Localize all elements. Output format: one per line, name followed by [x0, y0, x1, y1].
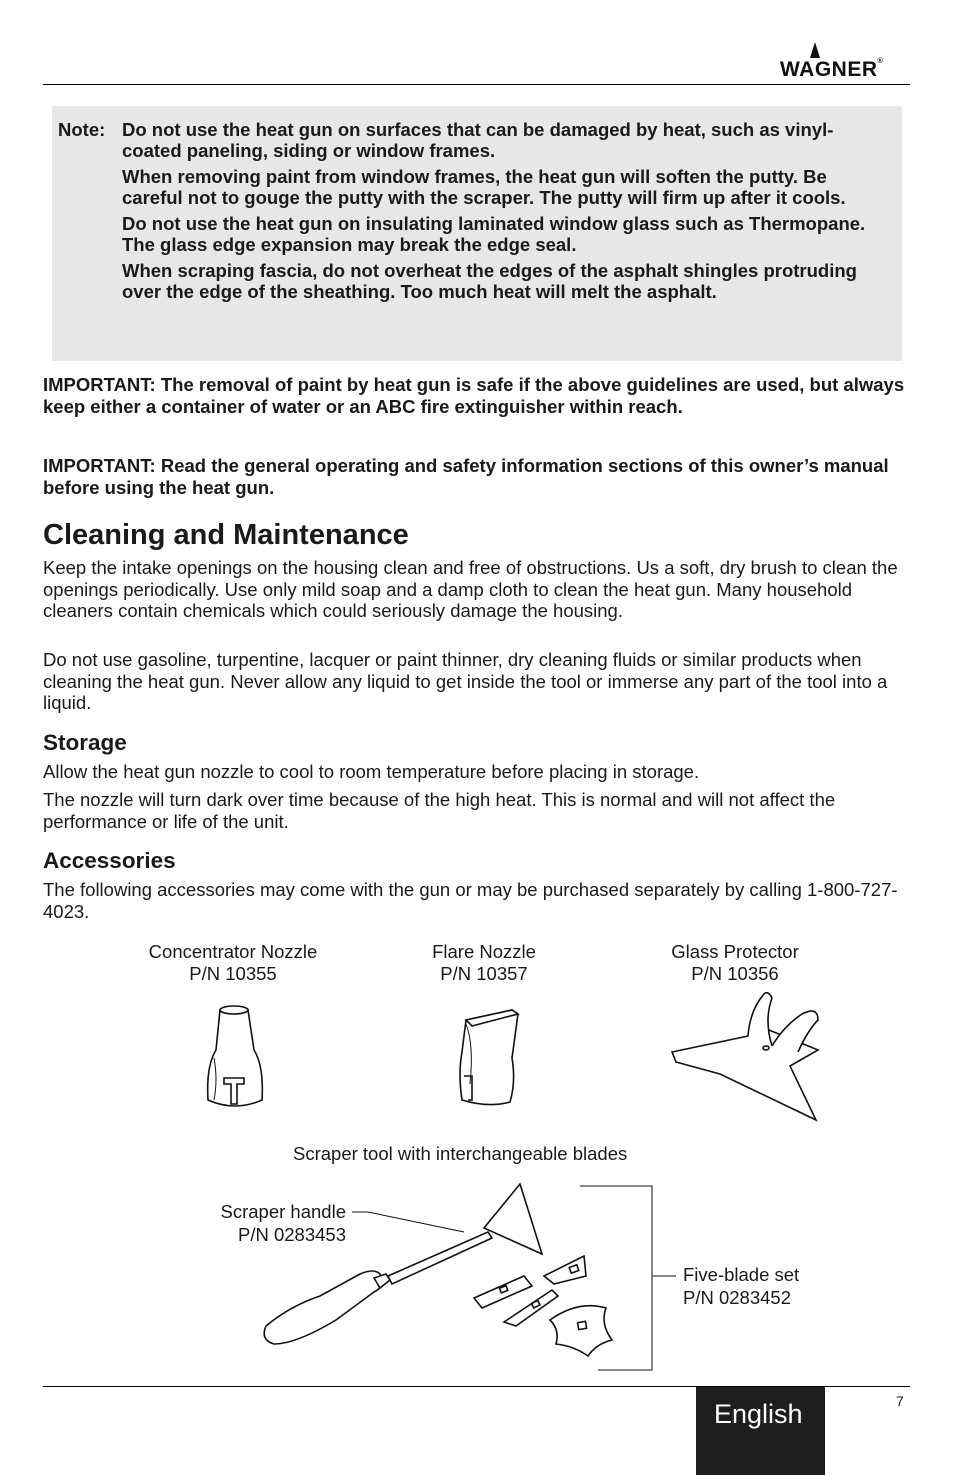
storage-paragraph-1: Allow the heat gun nozzle to cool to room temperature before placing in storage.: [43, 761, 700, 782]
note-paragraph: When scraping fascia, do not overheat the edges of the asphalt shingles protruding over the edge of the sheathing. Too much heat will melt the asphalt.: [122, 260, 857, 302]
accessory-name: Glass Protector: [671, 941, 799, 962]
accessories-heading: Accessories: [43, 848, 176, 873]
logo-registered-mark: ®: [877, 58, 884, 65]
accessory-name: Flare Nozzle: [432, 941, 536, 962]
language-label: English: [714, 1399, 803, 1429]
accessory-part-number: P/N 10356: [691, 962, 779, 984]
glass-protector-illustration: [668, 990, 828, 1122]
cleaning-heading: Cleaning and Maintenance: [43, 519, 409, 551]
five-blade-set-part-number: P/N 0283452: [683, 1287, 792, 1308]
storage-heading: Storage: [43, 730, 127, 755]
scraper-handle-name: Scraper handle: [220, 1201, 346, 1222]
note-box: [52, 106, 902, 361]
language-tab: [696, 1387, 825, 1475]
important-notice-1: IMPORTANT: The removal of paint by heat gun is safe if the above guidelines are used, but always keep either a container of water or an ABC fire extinguisher within reach.: [43, 374, 905, 417]
accessory-part-number: P/N 10355: [189, 962, 277, 984]
scraper-caption: Scraper tool with interchangeable blades: [293, 1143, 628, 1164]
storage-paragraph-2: The nozzle will turn dark over time because of the high heat. This is normal and will not affect the performance or life of the unit.: [43, 789, 836, 832]
accessory-name: Concentrator Nozzle: [148, 941, 318, 962]
logo-text: WAGNER: [780, 58, 878, 81]
concentrator-nozzle-illustration: [200, 1000, 270, 1112]
note-body: [122, 119, 892, 307]
accessory-part-number: P/N 10357: [440, 962, 528, 984]
five-blade-set-label: [683, 1263, 799, 1309]
scraper-tool-illustration: [256, 1180, 676, 1376]
note-paragraph: Do not use the heat gun on surfaces that can be damaged by heat, such as vinyl-coated paneling, siding or window frames.: [122, 119, 834, 161]
scraper-handle-part-number: P/N 0283453: [237, 1224, 346, 1245]
five-blade-set-name: Five-blade set: [683, 1264, 800, 1285]
page-number: 7: [896, 1393, 904, 1409]
accessory-concentrator-label: [113, 941, 353, 984]
note-label: Note:: [58, 119, 106, 140]
note-paragraph: When removing paint from window frames, the heat gun will soften the putty. Be careful not to gouge the putty with the scraper. The putty will firm up after it cools.: [122, 166, 846, 208]
cleaning-paragraph-1: Keep the intake openings on the housing clean and free of obstructions. Us a soft, dry brush to clean the openings periodically. Use only mild soap and a damp cloth to clean the heat gun. Many household cleaners contain chemicals which could seriously damage the housing.: [43, 557, 898, 621]
flare-nozzle-illustration: [452, 1004, 524, 1108]
cleaning-paragraph-2: Do not use gasoline, turpentine, lacquer or paint thinner, dry cleaning fluids or similar products when cleaning the heat gun. Never allow any liquid to get inside the tool or immerse any part of the tool into a liquid.: [43, 649, 888, 713]
important-notice-2: IMPORTANT: Read the general operating and safety information sections of this owner’s manual before using the heat gun.: [43, 455, 889, 498]
accessory-flare-label: [364, 941, 604, 984]
header-rule: [43, 84, 910, 85]
wagner-logo: [780, 42, 912, 82]
note-paragraph: Do not use the heat gun on insulating laminated window glass such as Thermopane. The glass edge expansion may break the edge seal.: [122, 213, 866, 255]
accessories-intro: The following accessories may come with the gun or may be purchased separately by calling 1-800-727-4023.: [43, 879, 898, 922]
accessory-glass-protector-label: [615, 941, 855, 984]
